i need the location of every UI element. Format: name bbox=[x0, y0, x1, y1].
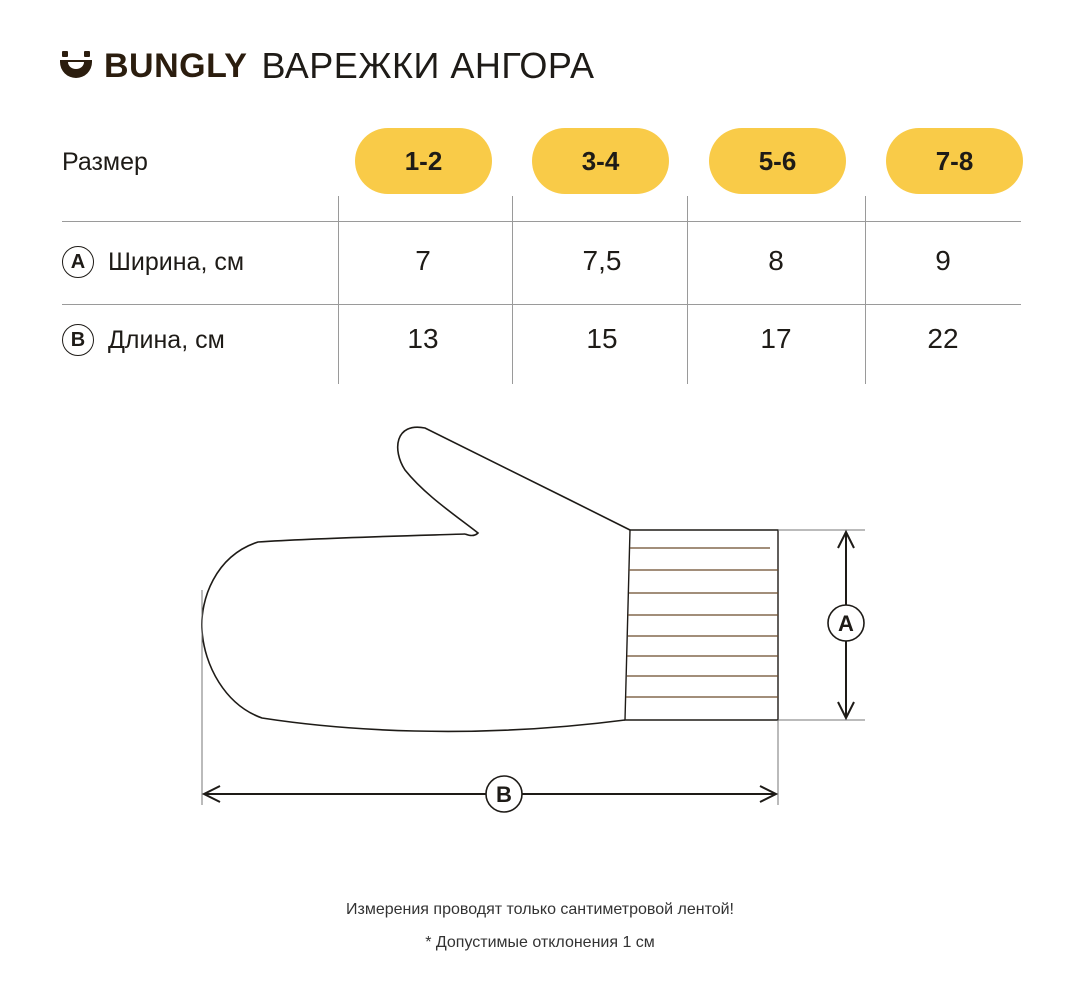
tolerance-note: * Допустимые отклонения 1 см bbox=[425, 934, 655, 951]
length-value: 17 bbox=[760, 323, 792, 354]
width-value: 9 bbox=[935, 245, 951, 276]
length-label-text: Длина, см bbox=[108, 325, 225, 354]
mitten-body bbox=[202, 534, 625, 731]
width-dimension bbox=[778, 530, 865, 720]
width-value: 7,5 bbox=[582, 245, 622, 276]
measurement-note: Измерения проводят только сантиметровой лентой! bbox=[346, 901, 734, 918]
brand-name: BUNGLY bbox=[104, 46, 248, 85]
length-value: 15 bbox=[586, 323, 618, 354]
product-title: ВАРЕЖКИ АНГОРА bbox=[261, 45, 595, 86]
width-label-text: Ширина, см bbox=[108, 247, 245, 276]
width-value: 7 bbox=[415, 245, 431, 276]
width-marker: A bbox=[838, 611, 854, 636]
size-pill-1: 1-2 bbox=[355, 128, 492, 194]
width-badge: A bbox=[62, 246, 94, 278]
mitten-thumb bbox=[398, 427, 630, 535]
size-pill-4: 7-8 bbox=[886, 128, 1023, 194]
size-pill-2: 3-4 bbox=[532, 128, 669, 194]
length-value: 22 bbox=[927, 323, 959, 354]
length-marker: B bbox=[496, 782, 512, 807]
length-badge: B bbox=[62, 324, 94, 356]
length-value: 13 bbox=[407, 323, 439, 354]
size-label: Размер bbox=[62, 148, 148, 176]
size-pill-3: 5-6 bbox=[709, 128, 846, 194]
mitten-cuff bbox=[625, 530, 778, 720]
width-value: 8 bbox=[768, 245, 784, 276]
